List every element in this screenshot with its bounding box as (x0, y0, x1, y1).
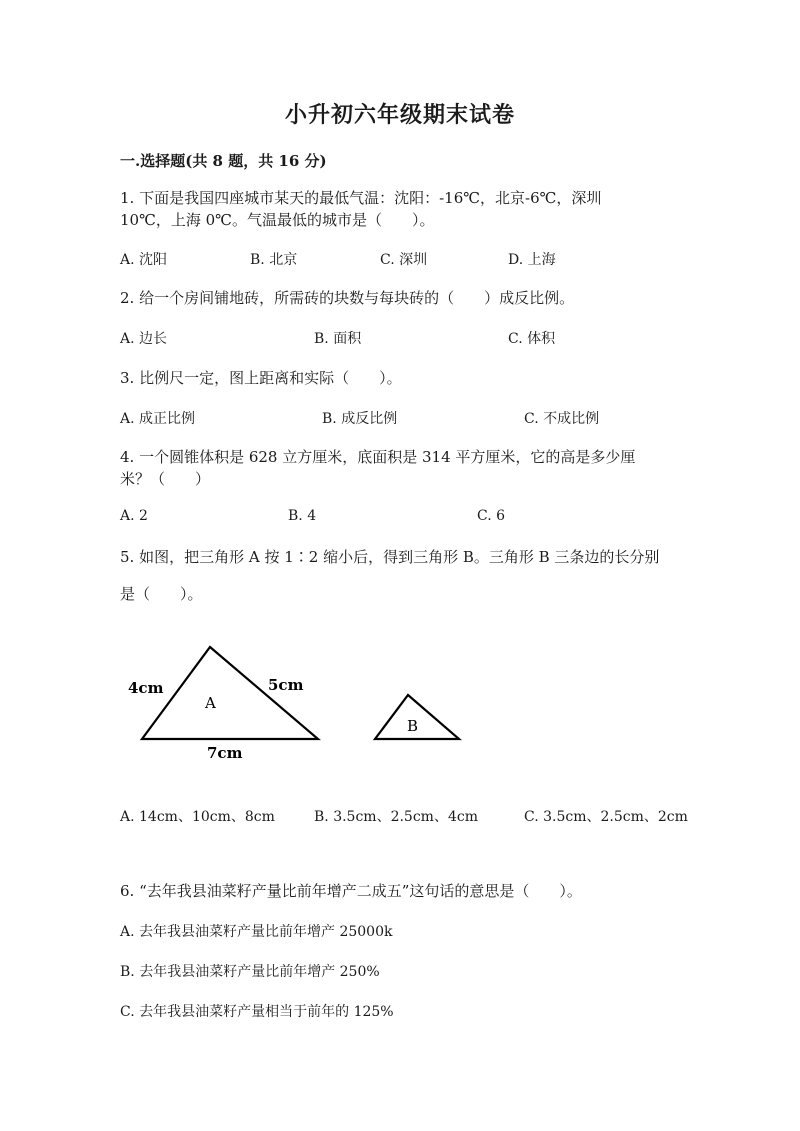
triangle-a-side-right: 5cm (268, 676, 304, 694)
question-3-line-1: 3. 比例尺一定，图上距离和实际（ ）。 (120, 369, 402, 387)
question-4-option-c: C. 6 (477, 508, 506, 524)
triangle-figure (120, 640, 480, 770)
question-5-option-c: C. 3.5cm、2.5cm、2cm (524, 809, 688, 825)
question-2-option-a: A. 边长 (120, 331, 168, 347)
question-5-line-2: 是（ ）。 (120, 585, 203, 603)
question-1-line-1: 1. 下面是我国四座城市某天的最低气温：沈阳：-16℃，北京-6℃，深圳 (120, 189, 602, 207)
question-6-option-c: C. 去年我县油菜籽产量相当于前年的 125% (120, 1004, 394, 1020)
question-6-line-1: 6. “去年我县油菜籽产量比前年增产二成五”这句话的意思是（ ）。 (120, 882, 582, 900)
question-1-option-a: A. 沈阳 (120, 252, 168, 268)
question-3-option-b: B. 成反比例 (322, 411, 398, 427)
question-5-line-1: 5. 如图，把三角形 A 按 1∶2 缩小后，得到三角形 B。三角形 B 三条边的长分别 (120, 548, 660, 566)
question-6-option-b: B. 去年我县油菜籽产量比前年增产 250% (120, 964, 380, 980)
question-4-option-a: A. 2 (120, 508, 148, 524)
question-5-option-a: A. 14cm、10cm、8cm (120, 809, 275, 825)
question-4-line-2: 米？（ ） (120, 470, 211, 488)
question-2-line-1: 2. 给一个房间铺地砖，所需砖的块数与每块砖的（ ）成反比例。 (120, 289, 575, 307)
triangle-a-base: 7cm (207, 744, 243, 762)
triangle-a-side-left: 4cm (128, 679, 164, 697)
page-title: 小升初六年级期末试卷 (284, 102, 515, 128)
section-heading: 一.选择题(共 8 题，共 16 分) (120, 152, 327, 170)
question-5-option-b: B. 3.5cm、2.5cm、4cm (314, 809, 478, 825)
question-1-option-b: B. 北京 (250, 252, 298, 268)
question-2-option-c: C. 体积 (508, 331, 556, 347)
question-3-option-c: C. 不成比例 (524, 411, 600, 427)
triangle-a-label: A (205, 694, 216, 712)
question-1-option-d: D. 上海 (508, 252, 556, 268)
question-1-line-2: 10℃，上海 0℃。气温最低的城市是（ ）。 (120, 211, 435, 229)
question-3-option-a: A. 成正比例 (120, 411, 196, 427)
question-1-option-c: C. 深圳 (380, 252, 428, 268)
question-4-line-1: 4. 一个圆锥体积是 628 立方厘米，底面积是 314 平方厘米，它的高是多少厘 (120, 448, 636, 466)
question-4-option-b: B. 4 (288, 508, 317, 524)
question-6-option-a: A. 去年我县油菜籽产量比前年增产 25000k (120, 924, 393, 940)
triangle-b-label: B (407, 717, 419, 735)
question-2-option-b: B. 面积 (314, 331, 362, 347)
